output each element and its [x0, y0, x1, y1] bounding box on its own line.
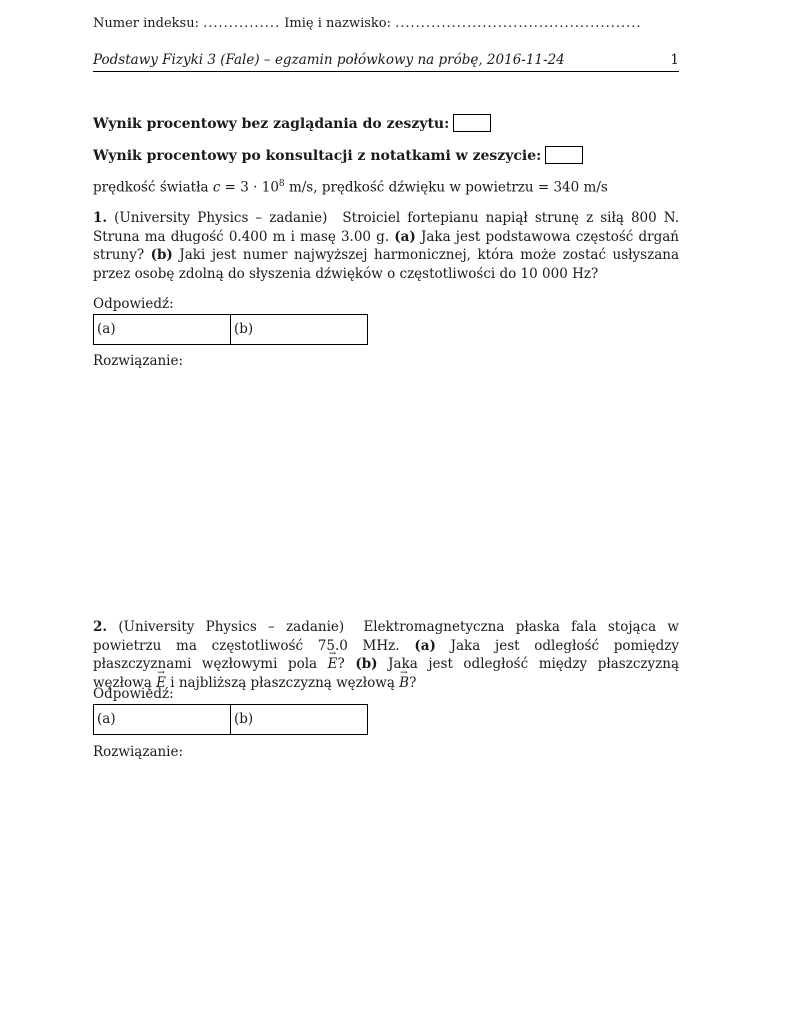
problem-2-text: Elektromagnetyczna płaska fala stojąca w powietrzu ma częstotliwość 75.0 MHz.: [93, 619, 679, 654]
sound-speed: prędkość dźwięku w powietrzu = 340 m/s: [321, 179, 608, 196]
student-info-line: [93, 16, 679, 31]
answer-2-label: Odpowiedź:: [93, 686, 174, 702]
index-label: Numer indeksu:: [93, 16, 199, 31]
score-with-notes-label: Wynik procentowy po konsultacji z notatkami w zeszycie:: [93, 148, 542, 164]
problem-2-a-label: (a): [414, 637, 436, 654]
answer-1-label: Odpowiedź:: [93, 296, 174, 312]
light-speed-symbol: c: [212, 179, 221, 196]
vector-b-symbol: → B: [399, 674, 409, 693]
problem-2-b-qmark: ?: [409, 674, 417, 691]
problem-2: [93, 618, 679, 692]
score-with-notes-box: [545, 146, 583, 164]
solution-2-label: Rozwiązanie:: [93, 744, 184, 760]
score-without-notes: [93, 114, 491, 132]
vector-e-symbol-2: → E: [156, 674, 166, 693]
page-number: 1: [670, 52, 679, 68]
problem-2-a-text: Jaka jest odległość pomiędzy płaszczyznami węzłowymi pola: [93, 637, 679, 672]
light-speed-unit: m/s,: [284, 179, 322, 196]
problem-1-text: Stroiciel fortepianu napiął strunę z siłą 800 N. Struna ma długość 0.400 m i masę 3.00 g.: [93, 210, 680, 245]
exam-title: Podstawy Fizyki 3 (Fale) – egzamin połówkowy na próbę, 2016-11-24: [93, 52, 565, 68]
index-dots: ...............: [203, 16, 281, 31]
problem-1-source: (University Physics – zadanie): [114, 210, 328, 226]
answer-1-table: [93, 314, 368, 345]
answer-1-cell-a[interactable]: (a): [94, 315, 231, 344]
light-speed-value: = 3 · 10: [220, 179, 279, 196]
score-without-notes-box: [453, 114, 491, 132]
answer-2-table: [93, 704, 368, 735]
problem-1-b-label: (b): [150, 247, 173, 263]
problem-1-a-label: (a): [394, 228, 416, 245]
problem-2-number: 2.: [93, 619, 108, 635]
answer-2-cell-b[interactable]: (b): [234, 711, 254, 727]
score-with-notes: [93, 146, 583, 164]
score-without-notes-label: Wynik procentowy bez zaglądania do zeszytu:: [93, 116, 450, 132]
problem-1: [93, 209, 679, 283]
problem-2-a-qmark: ?: [337, 656, 345, 672]
name-label: Imię i nazwisko:: [284, 16, 391, 31]
physical-constants: [93, 179, 679, 196]
problem-1-b-text: Jaki jest numer najwyższej harmonicznej, która może zostać usłyszana przez osobę zdolną do słyszenia dźwięków o częstotliwości do 10 000 Hz?: [93, 247, 679, 282]
problem-2-b-label: (b): [355, 656, 378, 672]
name-dots: ................................................: [395, 16, 642, 31]
page-header: [93, 52, 679, 72]
answer-1-cell-b[interactable]: (b): [234, 321, 254, 337]
solution-1-label: Rozwiązanie:: [93, 353, 184, 369]
problem-2-source: (University Physics – zadanie): [118, 619, 345, 635]
problem-2-b-text: Jaka jest odległość między płaszczyzną węzłową: [93, 656, 679, 691]
light-speed-label: prędkość światła: [93, 179, 213, 196]
problem-1-a-text: Jaka jest podstawowa częstość drgań struny?: [93, 228, 679, 263]
answer-2-cell-a[interactable]: (a): [94, 705, 231, 734]
vector-e-symbol: → E: [328, 655, 338, 674]
problem-2-b-text-2: i najbliższą płaszczyzną węzłową: [170, 674, 395, 691]
light-speed-exponent: 8: [278, 179, 285, 189]
problem-1-number: 1.: [93, 210, 108, 226]
